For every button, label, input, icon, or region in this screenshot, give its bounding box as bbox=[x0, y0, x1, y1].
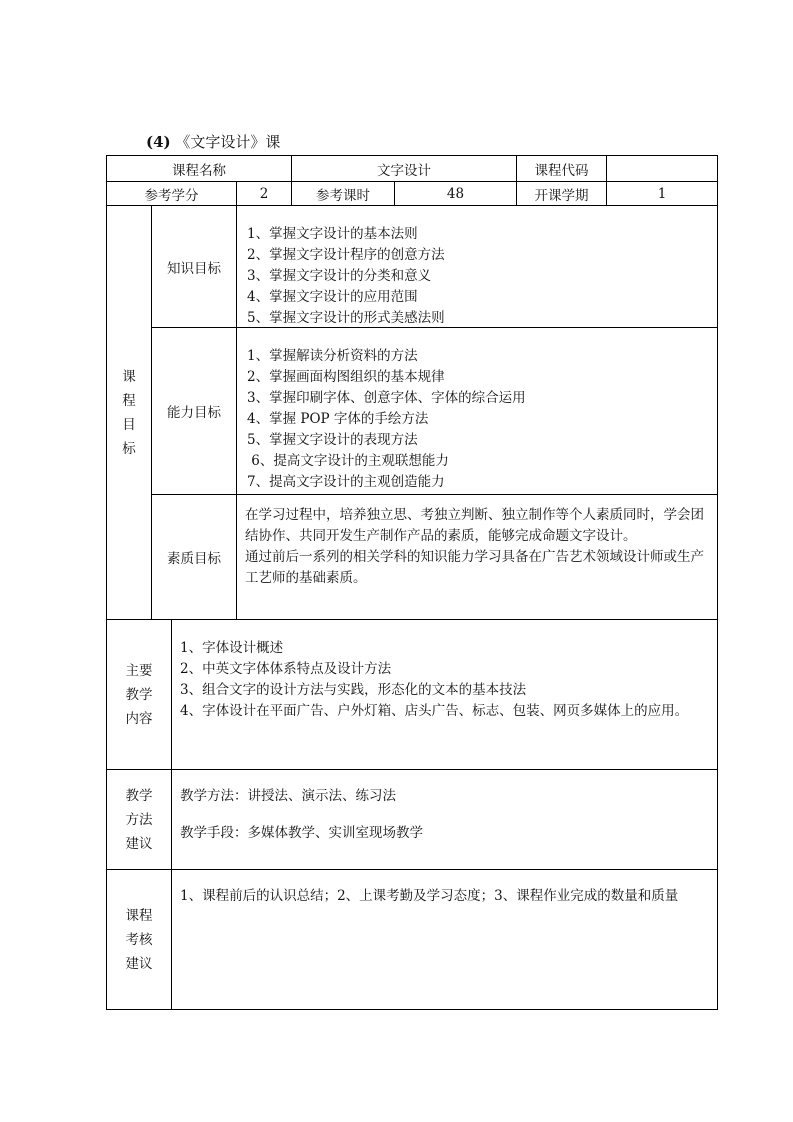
list-item: 1、掌握解读分析资料的方法 bbox=[247, 348, 418, 364]
list-item: 5、掌握文字设计的形式美感法则 bbox=[247, 310, 445, 326]
credit-value: 2 bbox=[237, 182, 292, 206]
goals-label bbox=[107, 206, 152, 620]
semester-value: 1 bbox=[607, 182, 717, 206]
teaching-method: 教学方法：讲授法、演示法、练习法 bbox=[180, 788, 396, 804]
quality-goals-text bbox=[237, 495, 717, 620]
list-item: 2、掌握画面构图组织的基本规律 bbox=[247, 369, 445, 385]
hours-value: 48 bbox=[395, 182, 517, 206]
list-item: 3、组合文字的设计方法与实践，形态化的文本的基本技法 bbox=[180, 682, 527, 698]
course-table bbox=[106, 155, 718, 1010]
goals-label-char: 课 bbox=[122, 368, 136, 385]
course-name-value: 文字设计 bbox=[292, 156, 517, 182]
ability-goals-label: 能力目标 bbox=[152, 328, 237, 495]
knowledge-goals-label: 知识目标 bbox=[152, 206, 237, 328]
assessment-label-line: 考核 bbox=[125, 931, 153, 948]
methods-label-line: 教学 bbox=[125, 787, 153, 804]
goals-label-char: 目 bbox=[122, 416, 136, 433]
list-item: 4、掌握文字设计的应用范围 bbox=[247, 289, 418, 305]
content-label-line: 教学 bbox=[125, 686, 153, 703]
assessment-label bbox=[107, 870, 172, 1009]
section-number: (4) bbox=[146, 133, 171, 151]
teaching-means: 教学手段：多媒体教学、实训室现场教学 bbox=[180, 825, 423, 841]
list-item: 3、掌握印刷字体、创意字体、字体的综合运用 bbox=[247, 390, 526, 406]
list-item: 4、字体设计在平面广告、户外灯箱、店头广告、标志、包装、网页多媒体上的应用。 bbox=[180, 703, 689, 719]
list-item: 6、提高文字设计的主观联想能力 bbox=[247, 453, 449, 469]
goals-label-char: 程 bbox=[122, 392, 136, 409]
assessment-label-line: 课程 bbox=[125, 907, 153, 924]
list-item: 3、掌握文字设计的分类和意义 bbox=[247, 268, 432, 284]
list-item: 2、中英文字体体系特点及设计方法 bbox=[180, 661, 392, 677]
knowledge-goals-list bbox=[237, 206, 717, 328]
methods-label bbox=[107, 770, 172, 870]
methods-text bbox=[172, 770, 717, 870]
course-name-label: 课程名称 bbox=[107, 156, 292, 182]
assessment-label-line: 建议 bbox=[125, 955, 153, 972]
methods-label-line: 建议 bbox=[125, 835, 153, 852]
course-code-label: 课程代码 bbox=[517, 156, 607, 182]
credit-label: 参考学分 bbox=[107, 182, 237, 206]
semester-label: 开课学期 bbox=[517, 182, 607, 206]
quality-paragraph: 通过前后一系列的相关学科的知识能力学习具备在广告艺术领域设计师或生产工艺师的基础素质。 bbox=[245, 549, 704, 586]
list-item: 1、字体设计概述 bbox=[180, 640, 284, 656]
content-label bbox=[107, 620, 172, 770]
list-item: 5、掌握文字设计的表现方法 bbox=[247, 432, 418, 448]
section-heading bbox=[146, 132, 280, 152]
list-item: 2、掌握文字设计程序的创意方法 bbox=[247, 247, 445, 263]
content-label-line: 主要 bbox=[125, 662, 153, 679]
content-list bbox=[172, 620, 717, 770]
section-title: 《文字设计》课 bbox=[175, 133, 281, 151]
quality-paragraph: 在学习过程中，培养独立思、考独立判断、独立制作等个人素质同时，学会团结协作、共同开发生产制作产品的素质，能够完成命题文字设计。 bbox=[245, 507, 704, 544]
list-item: 4、掌握 POP 字体的手绘方法 bbox=[247, 411, 429, 427]
ability-goals-list bbox=[237, 328, 717, 495]
list-item: 7、提高文字设计的主观创造能力 bbox=[247, 474, 445, 490]
quality-goals-label: 素质目标 bbox=[152, 495, 237, 620]
hours-label: 参考课时 bbox=[292, 182, 395, 206]
list-item: 1、掌握文字设计的基本法则 bbox=[247, 226, 418, 242]
content-label-line: 内容 bbox=[125, 710, 153, 727]
course-code-value bbox=[607, 156, 717, 182]
goals-label-char: 标 bbox=[122, 440, 136, 457]
assessment-text: 1、课程前后的认识总结；2、上课考勤及学习态度；3、课程作业完成的数量和质量 bbox=[180, 888, 679, 904]
methods-label-line: 方法 bbox=[125, 811, 153, 828]
